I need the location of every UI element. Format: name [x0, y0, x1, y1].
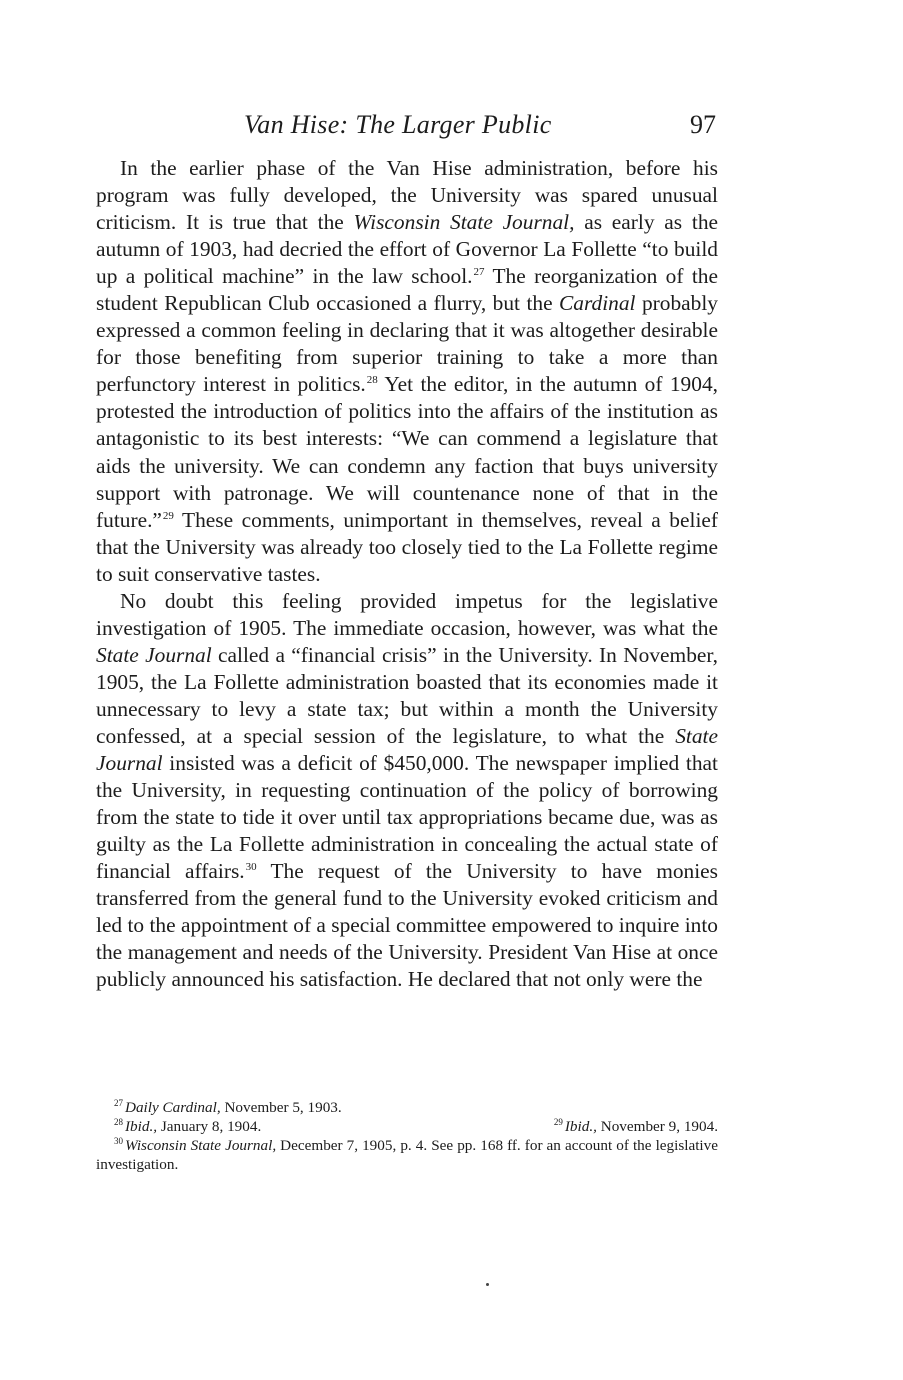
text-run: In the earlier phase of the Van Hise administration, before his program was fully developed, the University was spared unusual criticism. It is true that the: [96, 156, 718, 235]
text-run: The request of the University to have monies transferred from the general fund to the University evoked criticism and led to the appointment of a special committee empowered to inquire into the management and needs of the University. President Van Hise at once publicly announced his satisfaction. He declared that not only were the: [96, 859, 718, 992]
footnote-ref-27: 27: [473, 266, 485, 279]
footnote-text: January 8, 1904.: [157, 1118, 262, 1135]
footnote-30: [96, 1136, 718, 1174]
italic-title: Cardinal: [559, 291, 636, 316]
text-run: called a “financial crisis” in the University. In November, 1905, the La Follette administration boasted that its economies made it unnecessary to levy a state tax; but within a month the University confessed, at a special session of the legislature, to what the: [96, 642, 718, 748]
text-run: The reorganization of the student Republican Club occasioned a flurry, but the: [96, 264, 718, 316]
italic-title: State Journal: [96, 723, 718, 776]
speck-dot: [486, 1283, 489, 1286]
italic-title: Wisconsin State Journal,: [353, 210, 575, 235]
text-run: insisted was a deficit of $450,000. The newspaper implied that the University, in requesting continuation of the policy of borrowing from the state to tide it over until tax appropriations became due, was as guilty as the La Follette administration in concealing the actual state of financial affairs.: [96, 751, 718, 884]
footnote-ref-29: 29: [162, 509, 174, 522]
text-run: Yet the editor, in the autumn of 1904, protested the introduction of politics into the affairs of the institution as antagonistic to its best interests: “We can commend a legislature that aids the university. We can condemn any faction that buys university support with patronage. We will countenance none of that in the future.”: [96, 372, 718, 532]
paragraph-1: [96, 155, 718, 588]
footnote-text: November 9, 1904.: [596, 1118, 718, 1135]
footnote-source: Daily Cardinal,: [125, 1099, 221, 1116]
text-run: These comments, unimportant in themselves, reveal a belief that the University was already too closely tied to the La Follette regime to suit conservative tastes.: [96, 507, 718, 586]
footnote-ref-28: 28: [366, 374, 378, 387]
italic-title: State Journal: [96, 642, 212, 667]
footnotes: [96, 1098, 718, 1174]
page-number: 97: [690, 110, 716, 139]
footnote-29: [554, 1117, 718, 1136]
footnote-27: [96, 1098, 718, 1117]
footnote-number: 30: [114, 1136, 123, 1146]
footnote-number: 27: [114, 1098, 123, 1108]
text-run: as early as the autumn of 1903, had decried the effort of Governor La Follette “to build up a political machine” in the law school.: [96, 210, 719, 289]
running-head: [96, 110, 716, 146]
footnote-number: 29: [553, 1117, 563, 1127]
text-run: probably expressed a common feeling in declaring that it was altogether desirable for those benefiting from superior training to take a more than perfunctory interest in politics.: [96, 291, 718, 397]
print-speck: [486, 1283, 492, 1289]
footnote-text: December 7, 1905, p. 4. See pp. 168 ff. for an account of the legislative investigation.: [96, 1137, 718, 1173]
footnote-row: [96, 1117, 718, 1136]
footnote-text: November 5, 1903.: [220, 1099, 342, 1116]
paragraph-2: [96, 588, 718, 994]
footnote-source: Wisconsin State Journal,: [125, 1137, 277, 1154]
running-title: Van Hise: The Larger Public: [244, 110, 552, 139]
footnote-source: Ibid.,: [125, 1118, 158, 1135]
footnote-ref-30: 30: [245, 861, 257, 874]
footnote-number: 28: [114, 1117, 123, 1127]
text-run: No doubt this feeling provided impetus for the legislative investigation of 1905. The immediate occasion, however, was what the: [96, 588, 718, 640]
footnote-source: Ibid.,: [564, 1118, 597, 1135]
footnote-28: [114, 1117, 261, 1136]
body-text: [96, 155, 718, 993]
